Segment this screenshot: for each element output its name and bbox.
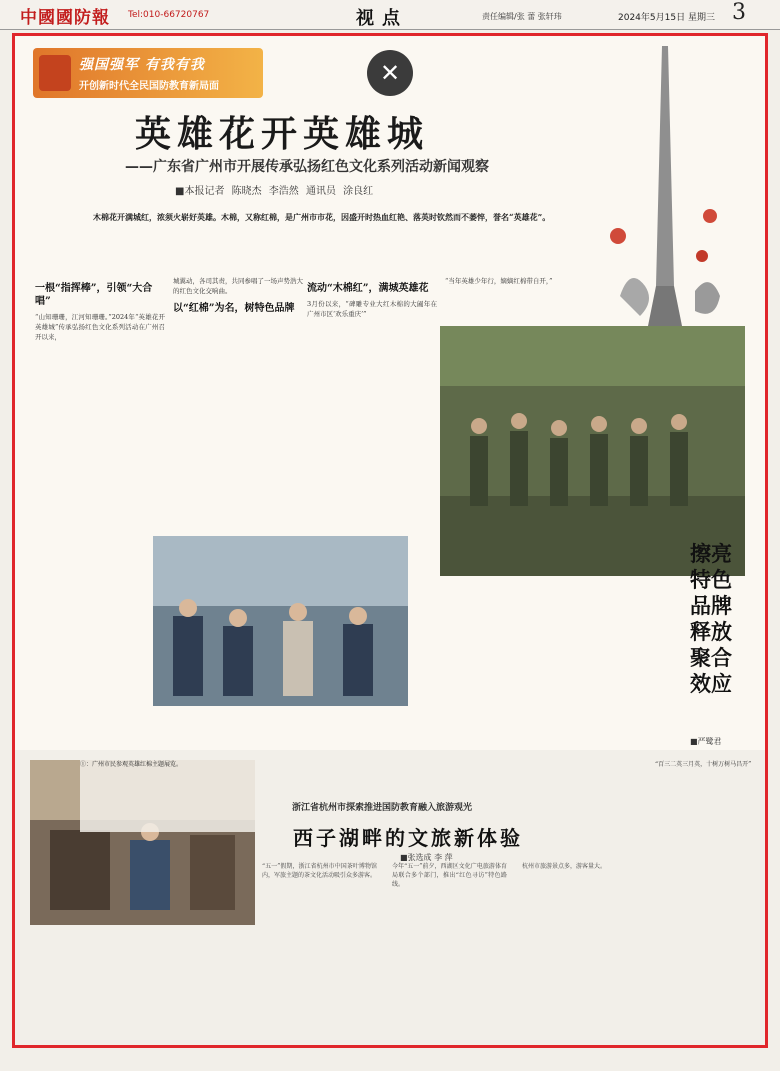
article-column-2 [173,276,303,526]
campaign-banner [33,48,263,98]
tea-byline: ■张选成 李 萍 [400,853,453,862]
tea-column-1: “五一”假期，浙江省杭州市中国茶叶博物馆内，军旅主题的茶文化活动吸引众多游客。 [262,863,377,879]
masthead-date: 2024年5月15日 星期三 [618,13,715,23]
subheadline: ——广东省广州市开展传承弘扬红色文化系列活动新闻观察 [125,159,489,175]
tea-kicker: 浙江省杭州市探索推进国防教育融入旅游观光 [292,803,473,813]
column-heading: 一根“指挥棒”，引领“大合唱” [35,283,153,307]
column-heading: 流动“木棉红”，满城英雄花 [307,283,429,294]
commentary-author: ■严鹭君 [690,737,722,746]
campaign-logo-icon [39,55,71,91]
masthead-editors: 责任编辑/张 蕾 张轩玮 [482,12,562,21]
article-column-3 [307,276,437,526]
close-button[interactable]: ✕ [367,50,413,96]
tea-column-3: 杭州市旅游景点多，游客量大。 [522,863,607,870]
bylines: ■本报记者 陈晓杰 李浩然 通讯员 涂良红 [175,186,374,197]
headline: 英雄花开英雄城 [135,113,430,155]
commentary-title: 擦亮特色品牌释放聚合效应 [690,541,732,696]
column-text: 3月份以来，“碑雕专业大红木棉的大阖年在广州市区‘欢乐重庆’” [307,300,437,318]
lede-paragraph: 木棉花开满城红，浓须火崭好英雄。木棉，又称红棉，是广州市市花，因盛开时热血红艳、落英时钦然而不萎悴，誉名“英雄花”。 [93,212,551,222]
column-heading: 以“红棉”为名，树特色品牌 [173,303,295,314]
section-title: 视点 [356,8,408,29]
tea-column-2: 今年“五一”前夕，西湖区文化广电旅游体育局联合多个部门，推出“红色寻访”特色路线。 [392,863,507,888]
article-column-4 [445,276,575,326]
tea-headline: 西子湖畔的文旅新体验 [293,826,523,850]
page-number: 3 [732,0,746,25]
masthead-tel: Tel:010-66720767 [128,10,210,20]
column-text: 城翼动，各司其责，共同参唱了一场声势浩大的红色文化交响曲。 [173,277,303,295]
masthead [0,0,780,30]
militia-parade-photo [440,326,745,576]
photo-captions: ①：广州市民参观英雄红棉主题展览。 [80,760,255,832]
newspaper-logo: 中國國防報 [20,8,110,28]
column-text: “山知珊珊，江河知珊珊。”2024年“英雄花开英雄城”传承弘扬红色文化系列活动在广州召开以来， [35,313,165,341]
top-article [15,36,765,750]
article-column-1 [35,276,165,746]
commentary-body: “百三二英三月英，十树万树马昌开” [655,761,752,768]
school-exhibit-photo [153,536,408,706]
banner-subtitle: 开创新时代全民国防教育新局面 [79,81,219,92]
column-text: “当年英雄少年行，嫡嫡红棉带自开，” [445,277,553,285]
banner-slogan: 强国强军 有我有我 [79,57,205,73]
